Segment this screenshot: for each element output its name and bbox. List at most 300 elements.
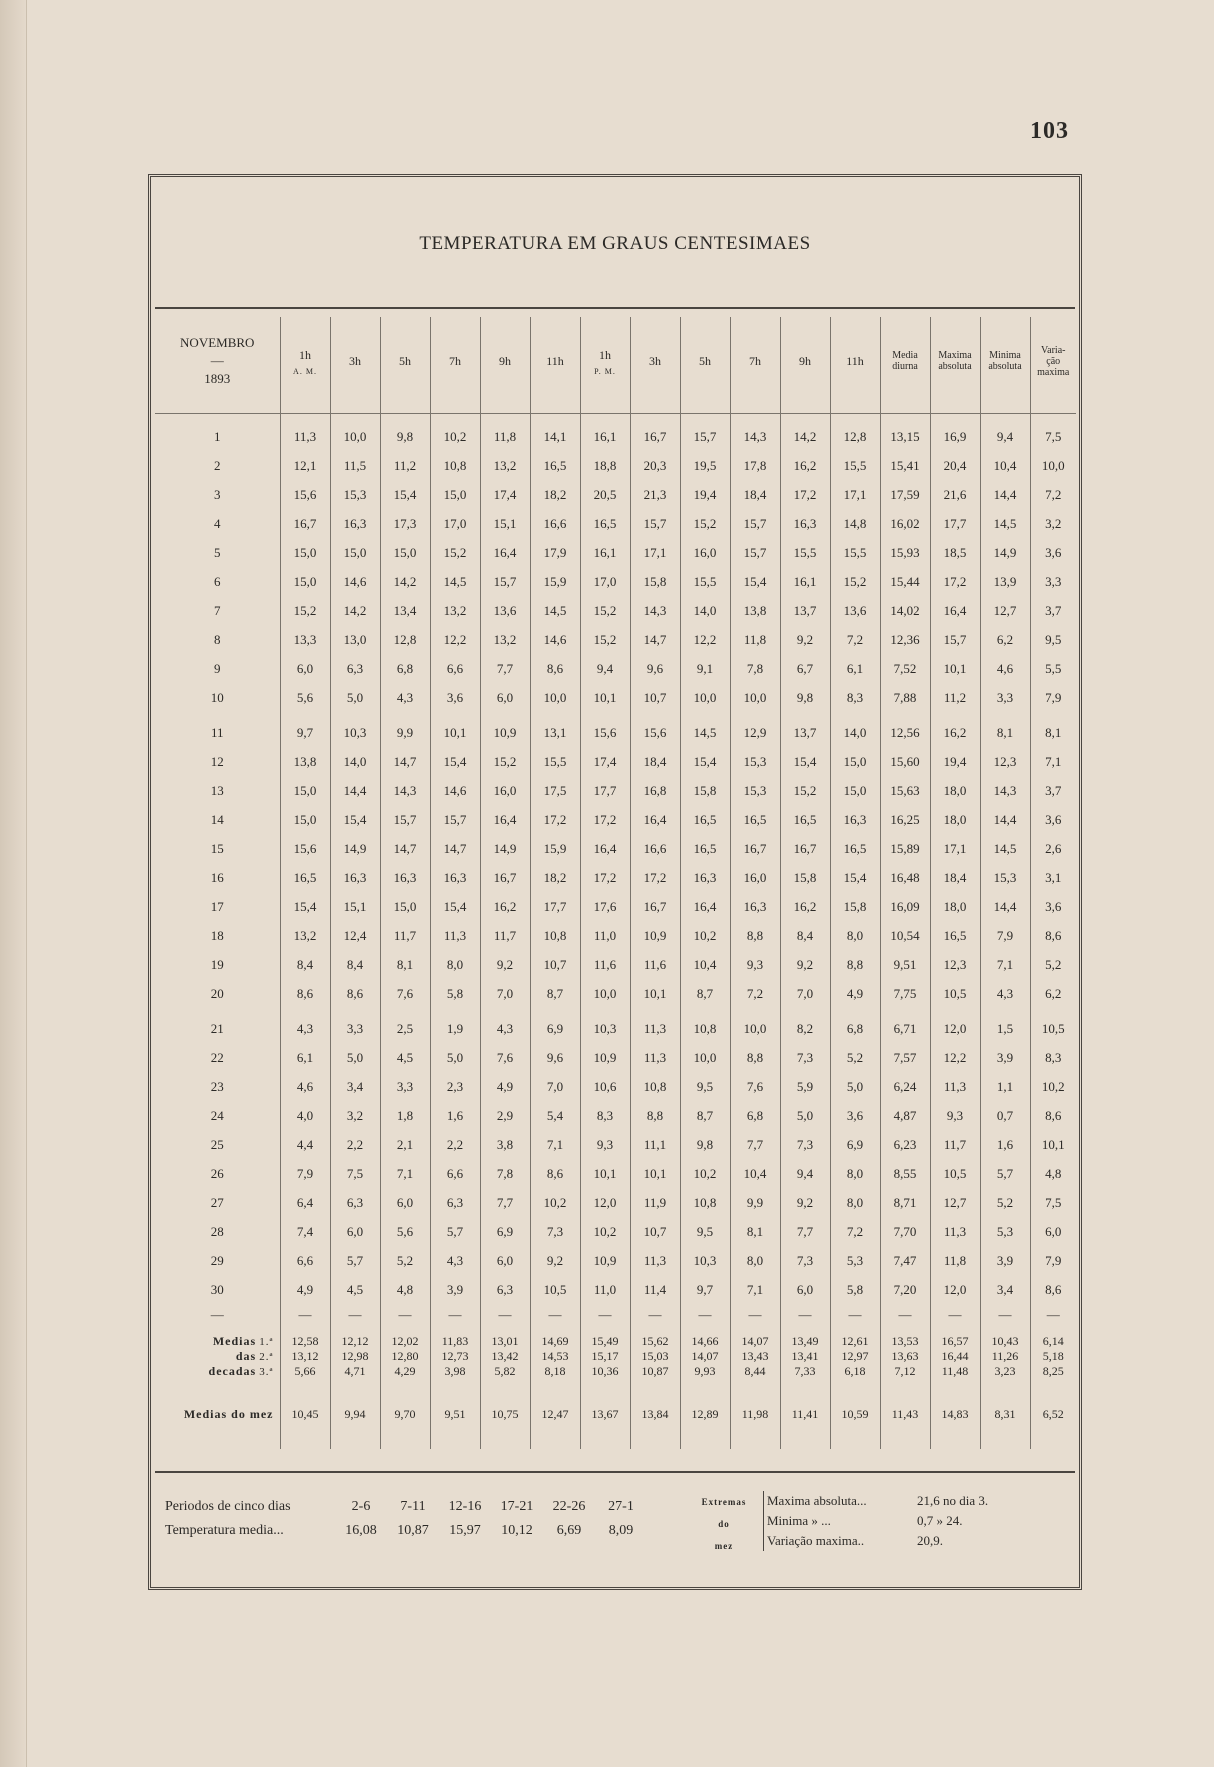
dash-cell: — <box>630 1304 680 1326</box>
table-row <box>155 509 1076 538</box>
dash-cell: — <box>830 1304 880 1326</box>
temperature-cell: 14,2 <box>380 567 430 596</box>
temperature-cell: 11,3 <box>630 1014 680 1043</box>
temperature-cell: 7,7 <box>480 1188 530 1217</box>
table-row <box>155 1159 1076 1188</box>
temperature-cell: 2,2 <box>430 1130 480 1159</box>
temperature-cell: 1,5 <box>980 1014 1030 1043</box>
temperature-cell: 1,9 <box>430 1014 480 1043</box>
temperature-cell: 16,02 <box>880 509 930 538</box>
hour-header-2: 3h <box>330 317 380 405</box>
temperature-cell: 8,8 <box>730 921 780 950</box>
decade-label <box>155 1364 280 1379</box>
table-row <box>155 1275 1076 1304</box>
dash-cell: — <box>330 1304 380 1326</box>
temperature-cell: 8,0 <box>830 921 880 950</box>
temperature-cell: 7,9 <box>980 921 1030 950</box>
temperature-cell: 16,5 <box>580 509 630 538</box>
decade-mean-cell: 12,97 <box>830 1349 880 1364</box>
temperature-cell: 10,2 <box>1030 1072 1076 1101</box>
temperature-cell: 11,8 <box>730 625 780 654</box>
temperature-cell: 17,9 <box>530 538 580 567</box>
temperature-cell: 7,9 <box>1030 683 1076 712</box>
temperature-cell: 16,2 <box>480 892 530 921</box>
temperature-cell: 15,2 <box>280 596 330 625</box>
decade-mean-cell: 12,98 <box>330 1349 380 1364</box>
temperature-cell: 17,59 <box>880 480 930 509</box>
temperature-cell: 2,3 <box>430 1072 480 1101</box>
temperature-cell: 3,2 <box>330 1101 380 1130</box>
temperature-cell: 7,0 <box>480 979 530 1008</box>
page-number: 103 <box>1030 118 1069 144</box>
temperature-cell: 21,3 <box>630 480 680 509</box>
temperature-cell: 5,3 <box>980 1217 1030 1246</box>
temperature-cell: 3,9 <box>980 1246 1030 1275</box>
temperature-cell: 16,0 <box>680 538 730 567</box>
temperature-cell: 8,1 <box>1030 718 1076 747</box>
minima-absoluta-header: Minima absoluta <box>980 317 1030 405</box>
temperature-cell: 10,9 <box>580 1043 630 1072</box>
temperature-cell: 7,57 <box>880 1043 930 1072</box>
day-number: 2 <box>214 457 221 473</box>
temperature-cell: 15,5 <box>530 747 580 776</box>
dash-cell: — <box>680 1304 730 1326</box>
temperature-cell: 14,4 <box>980 892 1030 921</box>
decade-ordinal: 1.ª <box>259 1336 274 1348</box>
decade-mean-cell: 14,53 <box>530 1349 580 1364</box>
day-number: 15 <box>210 840 224 856</box>
temperature-cell: 9,9 <box>730 1188 780 1217</box>
table-title: TEMPERATURA EM GRAUS CENTESIMAES <box>419 233 811 254</box>
temperature-cell: 14,5 <box>530 596 580 625</box>
temperature-cell: 6,9 <box>530 1014 580 1043</box>
temperature-cell: 15,7 <box>680 422 730 451</box>
decade-mean-cell: 13,12 <box>280 1349 330 1364</box>
day-number: 26 <box>210 1165 224 1181</box>
temperature-cell: 1,6 <box>430 1101 480 1130</box>
table-row <box>155 1246 1076 1275</box>
temperature-cell: 3,6 <box>1030 892 1076 921</box>
temperature-cell: 10,7 <box>630 1217 680 1246</box>
header-rule <box>155 405 1076 414</box>
temperature-cell: 10,1 <box>630 1159 680 1188</box>
temperature-cell: 11,6 <box>630 950 680 979</box>
temperature-cell: 2,2 <box>330 1130 380 1159</box>
decade-mean-cell: 5,66 <box>280 1364 330 1379</box>
temperature-cell: 5,6 <box>380 1217 430 1246</box>
temperature-cell: 3,7 <box>1030 776 1076 805</box>
temperature-cell: 15,0 <box>830 747 880 776</box>
temperature-cell: 1,1 <box>980 1072 1030 1101</box>
period-temp: 6,69 <box>556 1523 582 1538</box>
decade-mean-cell: 6,18 <box>830 1364 880 1379</box>
decade-mean-cell: 12,02 <box>380 1326 430 1349</box>
decade-mean-cell: 12,61 <box>830 1326 880 1349</box>
temperature-cell: 17,1 <box>630 538 680 567</box>
temperature-cell: 14,3 <box>730 422 780 451</box>
temperature-cell: 20,4 <box>930 451 980 480</box>
temperature-cell: 13,7 <box>780 718 830 747</box>
temperature-cell: 3,3 <box>1030 567 1076 596</box>
table-row <box>155 654 1076 683</box>
temperature-cell: 6,3 <box>330 654 380 683</box>
decade-mean-cell: 8,44 <box>730 1364 780 1379</box>
decade-mean-cell: 12,80 <box>380 1349 430 1364</box>
temperature-cell: 16,2 <box>780 892 830 921</box>
temperature-cell: 3,2 <box>1030 509 1076 538</box>
temperature-cell: 5,8 <box>830 1275 880 1304</box>
temperature-cell: 9,7 <box>280 718 330 747</box>
temperature-cell: 4,9 <box>480 1072 530 1101</box>
table-row <box>155 747 1076 776</box>
temperature-cell: 10,1 <box>930 654 980 683</box>
table-row <box>155 979 1076 1008</box>
temperature-cell: 4,9 <box>280 1275 330 1304</box>
decade-mean-cell: 13,49 <box>780 1326 830 1349</box>
extrema-row: Variação maxima.. 20,9. <box>767 1533 943 1548</box>
period-temp: 10,12 <box>501 1523 533 1538</box>
decade-ordinal: 2.ª <box>259 1351 274 1363</box>
temperature-cell: 6,7 <box>780 654 830 683</box>
temperature-cell: 15,44 <box>880 567 930 596</box>
table-row <box>155 1217 1076 1246</box>
dash-cell: — <box>430 1304 480 1326</box>
temperature-cell: 8,0 <box>730 1246 780 1275</box>
temperature-cell: 8,2 <box>780 1014 830 1043</box>
temperature-cell: 10,1 <box>580 1159 630 1188</box>
temperature-cell: 10,5 <box>930 979 980 1008</box>
media-diurna-header: Media diurna <box>880 317 930 405</box>
temperature-cell: 4,9 <box>830 979 880 1008</box>
day-number: 4 <box>214 515 221 531</box>
temperature-cell: 15,8 <box>780 863 830 892</box>
temperature-cell: 16,0 <box>730 863 780 892</box>
temperature-cell: 4,5 <box>380 1043 430 1072</box>
temperature-cell: 6,9 <box>830 1130 880 1159</box>
period-temp: 8,09 <box>608 1523 634 1538</box>
decade-mean-cell: 13,43 <box>730 1349 780 1364</box>
temperature-cell: 14,9 <box>330 834 380 863</box>
temperature-cell: 6,2 <box>980 625 1030 654</box>
temperature-cell: 13,4 <box>380 596 430 625</box>
day-number: 21 <box>210 1020 224 1036</box>
month-label: NOVEMBRO <box>180 335 255 350</box>
temperature-cell: 6,3 <box>330 1188 380 1217</box>
temperature-cell: 14,3 <box>380 776 430 805</box>
temperature-cell: 17,0 <box>430 509 480 538</box>
decade-mean-cell: 13,53 <box>880 1326 930 1349</box>
temperature-cell: 2,5 <box>380 1014 430 1043</box>
temperature-cell: 17,2 <box>780 480 830 509</box>
temperature-cell: 13,9 <box>980 567 1030 596</box>
temperature-cell: 10,9 <box>580 1246 630 1275</box>
temperature-cell: 11,8 <box>480 422 530 451</box>
temperature-cell: 21,6 <box>930 480 980 509</box>
decade-mean-cell: 11,26 <box>980 1349 1030 1364</box>
temperature-cell: 15,0 <box>430 480 480 509</box>
temperature-cell: 4,6 <box>280 1072 330 1101</box>
decade-mean-cell: 3,98 <box>430 1364 480 1379</box>
decade-mean-cell: 4,71 <box>330 1364 380 1379</box>
temperature-cell: 16,7 <box>480 863 530 892</box>
temperature-cell: 9,2 <box>480 950 530 979</box>
temperature-cell: 10,0 <box>1030 451 1076 480</box>
temperature-cell: 9,1 <box>680 654 730 683</box>
dash-cell: — <box>280 1304 330 1326</box>
temperature-cell: 7,3 <box>780 1246 830 1275</box>
temperature-cell: 14,2 <box>330 596 380 625</box>
month-mean-cell: 10,75 <box>480 1379 530 1449</box>
temperature-cell: 3,9 <box>980 1043 1030 1072</box>
temperature-cell: 3,6 <box>1030 538 1076 567</box>
temperature-cell: 12,8 <box>830 422 880 451</box>
temperature-cell: 15,8 <box>830 892 880 921</box>
table-row <box>155 805 1076 834</box>
temperature-cell: 15,0 <box>380 892 430 921</box>
month-dash: — <box>210 353 224 368</box>
decade-mean-row <box>155 1326 1076 1349</box>
temperature-cell: 10,2 <box>680 1159 730 1188</box>
temperature-cell: 14,3 <box>630 596 680 625</box>
temperature-cell: 9,6 <box>530 1043 580 1072</box>
temperature-cell: 16,1 <box>780 567 830 596</box>
decade-mean-cell: 10,36 <box>580 1364 630 1379</box>
temperature-cell: 16,4 <box>630 805 680 834</box>
temperature-cell: 6,0 <box>480 683 530 712</box>
temperature-cell: 6,8 <box>830 1014 880 1043</box>
temperature-cell: 5,7 <box>980 1159 1030 1188</box>
day-number: 23 <box>210 1078 224 1094</box>
temperature-cell: 8,6 <box>530 1159 580 1188</box>
temperature-cell: 3,6 <box>830 1101 880 1130</box>
decade-mean-cell: 14,07 <box>680 1349 730 1364</box>
temperature-cell: 16,7 <box>630 422 680 451</box>
temperature-cell: 6,0 <box>1030 1217 1076 1246</box>
temperature-cell: 15,7 <box>480 567 530 596</box>
temperature-cell: 18,5 <box>930 538 980 567</box>
temperature-cell: 5,2 <box>1030 950 1076 979</box>
temperature-cell: 9,5 <box>680 1217 730 1246</box>
temperature-cell: 5,8 <box>430 979 480 1008</box>
temperature-cell: 15,7 <box>730 538 780 567</box>
temperature-cell: 10,0 <box>730 683 780 712</box>
temperature-cell: 10,54 <box>880 921 930 950</box>
year-label: 1893 <box>204 371 231 386</box>
temperature-cell: 15,6 <box>280 834 330 863</box>
temperature-cell: 7,8 <box>480 1159 530 1188</box>
day-number: 1 <box>214 428 221 444</box>
temperature-cell: 14,4 <box>980 480 1030 509</box>
table-row <box>155 863 1076 892</box>
temperature-cell: 15,6 <box>280 480 330 509</box>
temperature-cell: 18,0 <box>930 892 980 921</box>
temperature-cell: 8,7 <box>680 1101 730 1130</box>
temperature-cell: 8,3 <box>580 1101 630 1130</box>
temperature-cell: 7,2 <box>1030 480 1076 509</box>
temperature-cell: 6,23 <box>880 1130 930 1159</box>
temperature-cell: 9,9 <box>380 718 430 747</box>
day-number: 28 <box>210 1223 224 1239</box>
table-row <box>155 422 1076 451</box>
temperature-cell: 16,2 <box>930 718 980 747</box>
temperature-cell: 16,7 <box>280 509 330 538</box>
period-temp: 10,87 <box>397 1523 429 1538</box>
temperature-cell: 16,6 <box>530 509 580 538</box>
temperature-cell: 4,8 <box>380 1275 430 1304</box>
temperature-cell: 18,4 <box>930 863 980 892</box>
title-rule <box>155 307 1075 309</box>
temperature-cell: 15,8 <box>680 776 730 805</box>
day-number: 6 <box>214 573 221 589</box>
temperature-cell: 4,3 <box>280 1014 330 1043</box>
temperature-cell: 9,8 <box>780 683 830 712</box>
decade-ordinal: 3.ª <box>259 1366 274 1378</box>
month-mean-cell: 9,94 <box>330 1379 380 1449</box>
temperature-cell: 5,7 <box>330 1246 380 1275</box>
extrema-row: Maxima absoluta... 21,6 no dia 3. <box>767 1493 989 1508</box>
temperature-cell: 10,9 <box>480 718 530 747</box>
temperature-cell: 3,9 <box>430 1275 480 1304</box>
dash-row <box>155 1304 1076 1326</box>
period-temp: 16,08 <box>345 1523 377 1538</box>
temperature-cell: 9,3 <box>930 1101 980 1130</box>
hour-header-10: 7h <box>730 317 780 405</box>
decade-mean-cell: 15,03 <box>630 1349 680 1364</box>
temperature-cell: 15,4 <box>280 892 330 921</box>
temperature-cell: 10,0 <box>580 979 630 1008</box>
temperature-cell: 8,1 <box>730 1217 780 1246</box>
temperature-cell: 6,0 <box>480 1246 530 1275</box>
temperature-cell: 9,2 <box>780 1188 830 1217</box>
temperature-cell: 9,7 <box>680 1275 730 1304</box>
temperature-cell: 7,2 <box>830 625 880 654</box>
hour-header-7: 1h P. M. <box>580 317 630 405</box>
temperature-cell: 7,4 <box>280 1217 330 1246</box>
hour-header-5: 9h <box>480 317 530 405</box>
temperature-cell: 15,2 <box>580 596 630 625</box>
temperature-cell: 7,70 <box>880 1217 930 1246</box>
temperature-cell: 9,4 <box>980 422 1030 451</box>
temperature-cell: 15,41 <box>880 451 930 480</box>
month-mean-cell: 14,83 <box>930 1379 980 1449</box>
temperature-cell: 4,4 <box>280 1130 330 1159</box>
temperature-cell: 11,0 <box>580 921 630 950</box>
temperature-cell: 11,5 <box>330 451 380 480</box>
temperature-cell: 14,1 <box>530 422 580 451</box>
day-number: 9 <box>214 660 221 676</box>
header-row <box>155 317 1076 405</box>
month-mean-cell: 9,70 <box>380 1379 430 1449</box>
temperature-cell: 8,4 <box>280 950 330 979</box>
temperature-cell: 12,2 <box>930 1043 980 1072</box>
table-row <box>155 567 1076 596</box>
temperature-cell: 12,2 <box>430 625 480 654</box>
temperature-cell: 14,0 <box>330 747 380 776</box>
temperature-cell: 12,0 <box>930 1014 980 1043</box>
month-mean-label: Medias do mez <box>183 1406 274 1421</box>
temperature-cell: 15,5 <box>680 567 730 596</box>
decade-mean-cell: 3,23 <box>980 1364 1030 1379</box>
dash-cell: — <box>380 1304 430 1326</box>
table-row <box>155 451 1076 480</box>
maxima-absoluta-header: Maxima absoluta <box>930 317 980 405</box>
table-row <box>155 1014 1076 1043</box>
decade-mean-cell: 16,44 <box>930 1349 980 1364</box>
temperature-cell: 15,0 <box>330 538 380 567</box>
month-mean-cell: 10,45 <box>280 1379 330 1449</box>
temperatura-media-label: Temperatura media... <box>165 1523 284 1538</box>
decade-mean-cell: 11,83 <box>430 1326 480 1349</box>
temperature-cell: 7,52 <box>880 654 930 683</box>
temperature-cell: 17,2 <box>930 567 980 596</box>
hour-header-9: 5h <box>680 317 730 405</box>
temperature-cell: 6,3 <box>430 1188 480 1217</box>
temperature-cell: 17,0 <box>580 567 630 596</box>
temperature-cell: 14,7 <box>380 834 430 863</box>
temperature-cell: 10,3 <box>330 718 380 747</box>
temperature-cell: 8,6 <box>530 654 580 683</box>
temperature-cell: 13,7 <box>780 596 830 625</box>
table-row <box>155 1072 1076 1101</box>
temperature-cell: 7,1 <box>980 950 1030 979</box>
temperature-cell: 1,6 <box>980 1130 1030 1159</box>
temperature-cell: 15,3 <box>330 480 380 509</box>
extremas-label: Extremas do mez <box>701 1497 747 1551</box>
temperature-cell: 1,8 <box>380 1101 430 1130</box>
temperature-cell: 17,4 <box>480 480 530 509</box>
temperature-cell: 14,9 <box>480 834 530 863</box>
periods-row <box>165 1495 647 1519</box>
temperature-cell: 9,3 <box>580 1130 630 1159</box>
temperature-cell: 7,7 <box>730 1130 780 1159</box>
decade-mean-cell: 10,87 <box>630 1364 680 1379</box>
temperature-cell: 7,9 <box>1030 1246 1076 1275</box>
temperature-cell: 18,8 <box>580 451 630 480</box>
temperature-cell: 8,7 <box>680 979 730 1008</box>
decade-mean-cell: 13,42 <box>480 1349 530 1364</box>
decade-mean-cell: 14,69 <box>530 1326 580 1349</box>
month-mean-cell: 12,47 <box>530 1379 580 1449</box>
table-row <box>155 718 1076 747</box>
temperature-cell: 5,0 <box>330 683 380 712</box>
table-row <box>155 1130 1076 1159</box>
month-mean-cell: 6,52 <box>1030 1379 1076 1449</box>
dash-cell: — <box>980 1304 1030 1326</box>
temperature-cell: 9,5 <box>680 1072 730 1101</box>
temperature-cell: 7,2 <box>730 979 780 1008</box>
temperature-cell: 14,7 <box>380 747 430 776</box>
temperature-cell: 18,2 <box>530 480 580 509</box>
temperature-cell: 17,7 <box>530 892 580 921</box>
temperature-cell: 16,3 <box>680 863 730 892</box>
table-row <box>155 596 1076 625</box>
month-mean-cell: 11,41 <box>780 1379 830 1449</box>
temperature-cell: 16,3 <box>780 509 830 538</box>
temperature-cell: 16,3 <box>330 509 380 538</box>
temperature-cell: 16,7 <box>780 834 830 863</box>
temperature-cell: 15,0 <box>280 805 330 834</box>
temperature-cell: 10,0 <box>680 1043 730 1072</box>
temperature-cell: 7,2 <box>830 1217 880 1246</box>
spacer-row <box>155 414 1076 423</box>
temperature-cell: 0,7 <box>980 1101 1030 1130</box>
day-number: 30 <box>210 1281 224 1297</box>
temperature-cell: 4,0 <box>280 1101 330 1130</box>
temperature-cell: 6,6 <box>280 1246 330 1275</box>
temperature-cell: 7,88 <box>880 683 930 712</box>
temperature-cell: 16,9 <box>930 422 980 451</box>
temperature-cell: 7,9 <box>280 1159 330 1188</box>
